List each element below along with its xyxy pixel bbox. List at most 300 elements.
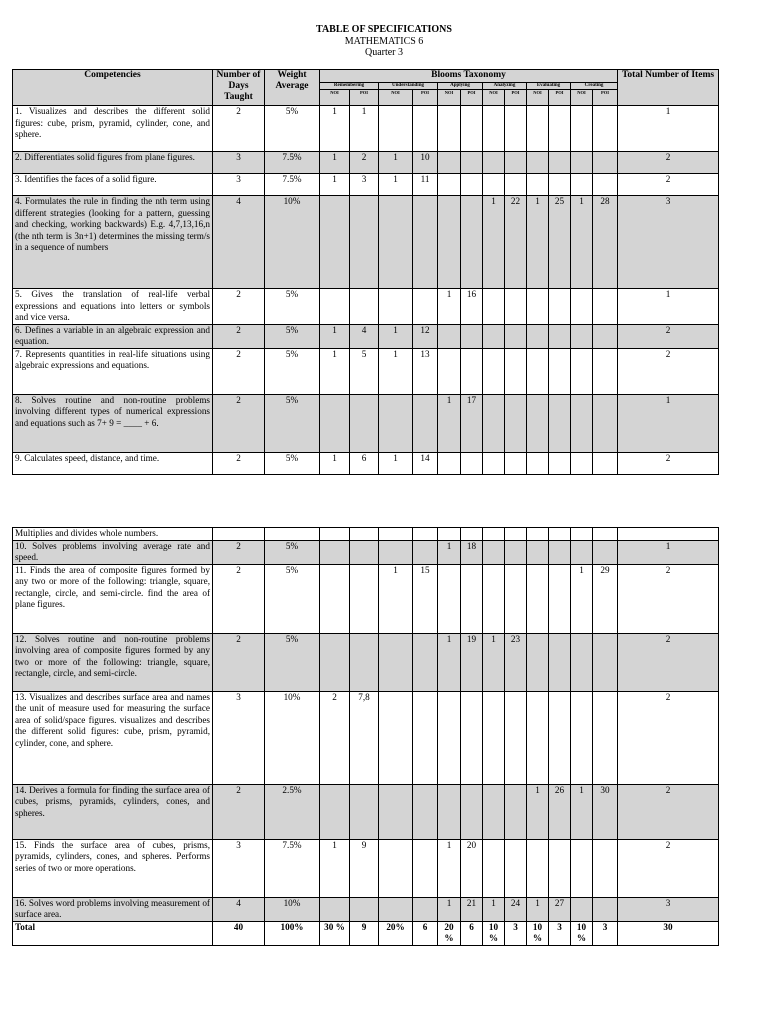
blooms-cell xyxy=(549,324,571,348)
days-cell: 3 xyxy=(213,839,265,897)
blooms-cell xyxy=(527,839,549,897)
blooms-cell xyxy=(413,691,438,784)
weight-cell: 5% xyxy=(265,564,320,633)
blooms-cell xyxy=(549,152,571,174)
blooms-cell xyxy=(527,540,549,564)
blooms-cell xyxy=(413,540,438,564)
blooms-cell xyxy=(571,452,593,474)
blooms-cell: 1 xyxy=(483,633,505,691)
weight-cell xyxy=(265,528,320,541)
blooms-cell: 14 xyxy=(413,452,438,474)
blooms-cell xyxy=(593,394,618,452)
days-cell: 2 xyxy=(213,106,265,152)
blooms-cell xyxy=(350,394,379,452)
blooms-cell: 1 xyxy=(527,784,549,839)
blooms-cell xyxy=(505,394,527,452)
days-cell: 2 xyxy=(213,784,265,839)
blooms-cell xyxy=(549,452,571,474)
blooms-cell xyxy=(413,289,438,325)
blooms-cell xyxy=(527,174,549,196)
blooms-cell xyxy=(438,452,461,474)
blooms-cell: 30 % xyxy=(320,921,350,945)
weight-cell: 100% xyxy=(265,921,320,945)
blooms-cell xyxy=(505,289,527,325)
blooms-cell xyxy=(527,324,549,348)
analyzing-header: Analyzing xyxy=(483,83,527,90)
blooms-cell: 1 xyxy=(379,452,413,474)
blooms-cell xyxy=(379,196,413,289)
weight-cell: 7.5% xyxy=(265,839,320,897)
blooms-cell: 18 xyxy=(461,540,483,564)
blooms-cell xyxy=(438,106,461,152)
total-items-cell: 1 xyxy=(618,289,719,325)
blooms-cell: 1 xyxy=(379,174,413,196)
blooms-cell xyxy=(461,564,483,633)
blooms-cell: 20 xyxy=(461,839,483,897)
noi-header: NOI xyxy=(379,90,413,106)
total-items-cell: 2 xyxy=(618,152,719,174)
blooms-cell xyxy=(571,528,593,541)
blooms-cell xyxy=(505,348,527,394)
days-cell: 3 xyxy=(213,152,265,174)
blooms-cell: 1 xyxy=(320,348,350,394)
blooms-cell: 1 xyxy=(438,633,461,691)
blooms-cell: 1 xyxy=(483,897,505,921)
blooms-cell xyxy=(320,784,350,839)
blooms-cell xyxy=(549,289,571,325)
weight-cell: 5% xyxy=(265,633,320,691)
competency-cell: 4. Formulates the rule in finding the nth term using different strategies (looking for a pattern, guessing and checking, working backwards) E.g. 4,7,13,16,n (the nth term is 3n+1) determines the missing term/s in a sequence of numbers xyxy=(13,196,213,289)
blooms-cell: 1 xyxy=(571,564,593,633)
blooms-cell: 7,8 xyxy=(350,691,379,784)
blooms-cell xyxy=(350,528,379,541)
blooms-cell xyxy=(593,348,618,394)
blooms-cell xyxy=(320,196,350,289)
blooms-cell xyxy=(320,897,350,921)
blooms-cell xyxy=(571,289,593,325)
blooms-cell: 21 xyxy=(461,897,483,921)
blooms-cell xyxy=(571,152,593,174)
blooms-cell xyxy=(413,196,438,289)
blooms-cell xyxy=(571,106,593,152)
blooms-cell xyxy=(505,106,527,152)
blooms-cell: 27 xyxy=(549,897,571,921)
blooms-cell: 1 xyxy=(438,394,461,452)
blooms-cell xyxy=(527,452,549,474)
blooms-cell: 3 xyxy=(350,174,379,196)
table-row xyxy=(13,174,719,196)
blooms-cell xyxy=(461,152,483,174)
blooms-cell: 20% xyxy=(379,921,413,945)
blooms-cell: 19 xyxy=(461,633,483,691)
blooms-cell xyxy=(413,839,438,897)
blooms-cell: 1 xyxy=(320,152,350,174)
table-body-part-1 xyxy=(13,106,719,475)
poi-header: POI xyxy=(461,90,483,106)
blooms-cell: 1 xyxy=(527,897,549,921)
blooms-cell xyxy=(571,540,593,564)
blooms-cell xyxy=(505,784,527,839)
blooms-cell: 26 xyxy=(549,784,571,839)
blooms-cell: 24 xyxy=(505,897,527,921)
days-cell: 2 xyxy=(213,452,265,474)
blooms-cell xyxy=(413,528,438,541)
evaluating-header: Evaluating xyxy=(527,83,571,90)
blooms-cell: 1 xyxy=(379,152,413,174)
blooms-cell: 15 xyxy=(413,564,438,633)
blooms-cell: 10 xyxy=(413,152,438,174)
total-items-cell: 2 xyxy=(618,324,719,348)
blooms-cell xyxy=(350,633,379,691)
applying-header: Applying xyxy=(438,83,483,90)
blooms-cell xyxy=(593,528,618,541)
competency-cell: 15. Finds the surface area of cubes, prisms, pyramids, cylinders, cones, and spheres. Performs series of two or more operations. xyxy=(13,839,213,897)
blooms-cell: 1 xyxy=(320,174,350,196)
blooms-cell xyxy=(320,394,350,452)
days-cell: 3 xyxy=(213,691,265,784)
blooms-cell: 28 xyxy=(593,196,618,289)
total-items-cell: 3 xyxy=(618,196,719,289)
document-subject: MATHEMATICS 6 xyxy=(344,35,424,47)
blooms-cell xyxy=(438,324,461,348)
total-items-cell: 1 xyxy=(618,540,719,564)
blooms-cell: 16 xyxy=(461,289,483,325)
blooms-cell xyxy=(379,897,413,921)
days-cell: 2 xyxy=(213,564,265,633)
blooms-cell xyxy=(483,289,505,325)
blooms-cell xyxy=(593,174,618,196)
blooms-cell: 1 xyxy=(483,196,505,289)
table-row xyxy=(13,921,719,945)
blooms-cell xyxy=(461,784,483,839)
blooms-cell xyxy=(438,528,461,541)
blooms-cell xyxy=(461,196,483,289)
blooms-cell xyxy=(505,324,527,348)
creating-header: Creating xyxy=(571,83,618,90)
blooms-cell xyxy=(505,152,527,174)
blooms-cell: 1 xyxy=(320,324,350,348)
blooms-cell xyxy=(505,174,527,196)
total-items-cell: 2 xyxy=(618,174,719,196)
table-row xyxy=(13,289,719,325)
days-cell xyxy=(213,528,265,541)
blooms-cell xyxy=(527,348,549,394)
blooms-cell: 17 xyxy=(461,394,483,452)
blooms-cell: 3 xyxy=(505,921,527,945)
blooms-cell: 13 xyxy=(413,348,438,394)
blooms-cell xyxy=(505,452,527,474)
blooms-cell: 10 % xyxy=(483,921,505,945)
blooms-cell xyxy=(549,348,571,394)
competency-cell: 9. Calculates speed, distance, and time. xyxy=(13,452,213,474)
blooms-cell: 2 xyxy=(320,691,350,784)
blooms-cell xyxy=(483,528,505,541)
weight-header: Weight Average xyxy=(265,70,320,106)
blooms-cell: 1 xyxy=(379,324,413,348)
blooms-cell xyxy=(413,784,438,839)
competency-cell: 11. Finds the area of composite figures formed by any two or more of the following: triangle, square, rectangle, circle, and semi-circle. find the area of plane figures. xyxy=(13,564,213,633)
blooms-cell: 1 xyxy=(527,196,549,289)
total-items-cell: 2 xyxy=(618,348,719,394)
blooms-cell: 1 xyxy=(438,839,461,897)
weight-cell: 5% xyxy=(265,106,320,152)
blooms-cell xyxy=(350,196,379,289)
blooms-cell xyxy=(413,106,438,152)
table-row xyxy=(13,897,719,921)
blooms-cell: 23 xyxy=(505,633,527,691)
blooms-cell xyxy=(413,897,438,921)
competency-cell: Multiplies and divides whole numbers. xyxy=(13,528,213,541)
blooms-cell xyxy=(320,289,350,325)
document-header xyxy=(0,24,768,59)
days-cell: 3 xyxy=(213,174,265,196)
blooms-cell xyxy=(549,106,571,152)
competency-cell: 3. Identifies the faces of a solid figure. xyxy=(13,174,213,196)
total-items-cell: 2 xyxy=(618,839,719,897)
blooms-cell xyxy=(379,540,413,564)
blooms-cell: 1 xyxy=(438,289,461,325)
blooms-cell: 10 % xyxy=(571,921,593,945)
days-cell: 2 xyxy=(213,324,265,348)
table-body-part-2 xyxy=(13,528,719,946)
blooms-cell xyxy=(549,633,571,691)
blooms-cell xyxy=(438,564,461,633)
blooms-cell xyxy=(593,633,618,691)
blooms-cell xyxy=(350,289,379,325)
table-row xyxy=(13,540,719,564)
noi-header: NOI xyxy=(571,90,593,106)
table-row xyxy=(13,564,719,633)
days-cell: 2 xyxy=(213,289,265,325)
poi-header: POI xyxy=(593,90,618,106)
blooms-cell xyxy=(549,394,571,452)
blooms-cell xyxy=(527,691,549,784)
blooms-cell xyxy=(483,839,505,897)
blooms-cell xyxy=(527,528,549,541)
blooms-cell xyxy=(593,452,618,474)
blooms-cell: 29 xyxy=(593,564,618,633)
table-row xyxy=(13,784,719,839)
blooms-cell xyxy=(379,289,413,325)
blooms-cell: 11 xyxy=(413,174,438,196)
blooms-cell: 6 xyxy=(350,452,379,474)
blooms-cell xyxy=(461,348,483,394)
blooms-cell xyxy=(350,784,379,839)
competency-cell: 10. Solves problems involving average rate and speed. xyxy=(13,540,213,564)
table-row xyxy=(13,106,719,152)
total-items-cell xyxy=(618,528,719,541)
blooms-cell: 6 xyxy=(413,921,438,945)
blooms-cell xyxy=(571,324,593,348)
poi-header: POI xyxy=(413,90,438,106)
blooms-cell xyxy=(350,540,379,564)
blooms-cell: 1 xyxy=(438,897,461,921)
competency-cell: 2. Differentiates solid figures from plane figures. xyxy=(13,152,213,174)
document-title: TABLE OF SPECIFICATIONS xyxy=(316,24,452,35)
poi-header: POI xyxy=(505,90,527,106)
blooms-cell xyxy=(593,324,618,348)
blooms-cell xyxy=(438,348,461,394)
blooms-cell: 22 xyxy=(505,196,527,289)
table-row xyxy=(13,691,719,784)
total-items-cell: 3 xyxy=(618,897,719,921)
blooms-cell xyxy=(320,564,350,633)
table-row xyxy=(13,452,719,474)
blooms-cell: 4 xyxy=(350,324,379,348)
blooms-cell xyxy=(483,394,505,452)
weight-cell: 5% xyxy=(265,452,320,474)
specifications-table-part-2 xyxy=(12,527,719,946)
blooms-cell xyxy=(527,633,549,691)
table-row xyxy=(13,196,719,289)
blooms-cell xyxy=(320,528,350,541)
blooms-cell: 3 xyxy=(593,921,618,945)
blooms-cell xyxy=(413,394,438,452)
blooms-cell xyxy=(438,152,461,174)
blooms-cell xyxy=(438,196,461,289)
blooms-cell: 1 xyxy=(320,839,350,897)
blooms-cell xyxy=(350,564,379,633)
poi-header: POI xyxy=(549,90,571,106)
blooms-header: Blooms Taxonomy xyxy=(320,70,618,83)
total-items-cell: 2 xyxy=(618,633,719,691)
weight-cell: 10% xyxy=(265,196,320,289)
blooms-cell xyxy=(505,564,527,633)
blooms-cell xyxy=(549,691,571,784)
total-header: Total Number of Items xyxy=(618,70,719,106)
blooms-cell: 30 xyxy=(593,784,618,839)
blooms-cell xyxy=(571,348,593,394)
table-row xyxy=(13,348,719,394)
weight-cell: 2.5% xyxy=(265,784,320,839)
days-cell: 4 xyxy=(213,196,265,289)
blooms-cell xyxy=(483,152,505,174)
blooms-cell xyxy=(549,540,571,564)
total-items-cell: 30 xyxy=(618,921,719,945)
days-cell: 2 xyxy=(213,394,265,452)
blooms-cell xyxy=(320,633,350,691)
days-cell: 2 xyxy=(213,633,265,691)
blooms-cell xyxy=(549,564,571,633)
blooms-cell xyxy=(593,839,618,897)
blooms-cell xyxy=(413,633,438,691)
blooms-cell: 1 xyxy=(571,196,593,289)
total-items-cell: 2 xyxy=(618,564,719,633)
blooms-cell xyxy=(379,106,413,152)
blooms-cell xyxy=(379,394,413,452)
blooms-cell xyxy=(593,152,618,174)
blooms-cell xyxy=(350,897,379,921)
noi-header: NOI xyxy=(320,90,350,106)
blooms-cell: 9 xyxy=(350,839,379,897)
blooms-cell xyxy=(593,897,618,921)
blooms-cell xyxy=(527,152,549,174)
blooms-cell xyxy=(571,691,593,784)
weight-cell: 5% xyxy=(265,540,320,564)
blooms-cell xyxy=(379,691,413,784)
competency-cell: 5. Gives the translation of real-life verbal expressions and equations into letters or symbols and vice versa. xyxy=(13,289,213,325)
blooms-cell xyxy=(593,540,618,564)
blooms-cell xyxy=(549,528,571,541)
competencies-header: Competencies xyxy=(13,70,213,106)
weight-cell: 7.5% xyxy=(265,152,320,174)
competency-cell: 7. Represents quantities in real-life situations using algebraic expressions and equations. xyxy=(13,348,213,394)
blooms-cell xyxy=(593,691,618,784)
blooms-cell: 6 xyxy=(461,921,483,945)
weight-cell: 5% xyxy=(265,289,320,325)
blooms-cell: 2 xyxy=(350,152,379,174)
table-row xyxy=(13,324,719,348)
blooms-cell xyxy=(571,897,593,921)
blooms-cell xyxy=(483,106,505,152)
blooms-cell: 1 xyxy=(379,564,413,633)
blooms-cell: 5 xyxy=(350,348,379,394)
blooms-cell xyxy=(571,633,593,691)
blooms-cell xyxy=(461,691,483,784)
blooms-cell xyxy=(593,289,618,325)
table-row xyxy=(13,528,719,541)
blooms-cell xyxy=(379,633,413,691)
blooms-cell xyxy=(505,839,527,897)
blooms-cell xyxy=(527,289,549,325)
total-items-cell: 1 xyxy=(618,106,719,152)
blooms-cell xyxy=(571,839,593,897)
blooms-cell xyxy=(379,839,413,897)
blooms-cell xyxy=(483,691,505,784)
competency-cell: 1. Visualizes and describes the different solid figures: cube, prism, pyramid, cylinder, cone, and sphere. xyxy=(13,106,213,152)
blooms-cell xyxy=(483,564,505,633)
days-cell: 40 xyxy=(213,921,265,945)
blooms-cell: 1 xyxy=(438,540,461,564)
days-cell: 2 xyxy=(213,348,265,394)
blooms-cell xyxy=(483,174,505,196)
total-items-cell: 1 xyxy=(618,394,719,452)
blooms-cell xyxy=(320,540,350,564)
blooms-cell: 12 xyxy=(413,324,438,348)
blooms-cell xyxy=(438,784,461,839)
blooms-cell xyxy=(571,174,593,196)
blooms-cell: 1 xyxy=(320,452,350,474)
noi-header: NOI xyxy=(483,90,505,106)
total-items-cell: 2 xyxy=(618,784,719,839)
table-row xyxy=(13,839,719,897)
blooms-cell xyxy=(438,174,461,196)
blooms-cell xyxy=(483,784,505,839)
blooms-cell xyxy=(379,784,413,839)
total-items-cell: 2 xyxy=(618,691,719,784)
blooms-cell xyxy=(483,540,505,564)
blooms-cell xyxy=(461,174,483,196)
blooms-cell: 1 xyxy=(379,348,413,394)
poi-header: POI xyxy=(350,90,379,106)
blooms-cell xyxy=(505,691,527,784)
competency-cell: Total xyxy=(13,921,213,945)
total-items-cell: 2 xyxy=(618,452,719,474)
blooms-cell xyxy=(438,691,461,784)
blooms-cell xyxy=(461,106,483,152)
blooms-cell xyxy=(549,174,571,196)
blooms-cell xyxy=(461,324,483,348)
blooms-cell: 1 xyxy=(350,106,379,152)
document-quarter: Quarter 3 xyxy=(364,47,404,58)
competency-cell: 12. Solves routine and non-routine problems involving area of composite figures formed by any two or more of the following: triangle, square, rectangle, circle, and semi-circle. xyxy=(13,633,213,691)
noi-header: NOI xyxy=(438,90,461,106)
competency-cell: 6. Defines a variable in an algebraic expression and equation. xyxy=(13,324,213,348)
blooms-cell: 10 % xyxy=(527,921,549,945)
blooms-cell xyxy=(593,106,618,152)
blooms-cell xyxy=(505,540,527,564)
remembering-header: Remembering xyxy=(320,83,379,90)
